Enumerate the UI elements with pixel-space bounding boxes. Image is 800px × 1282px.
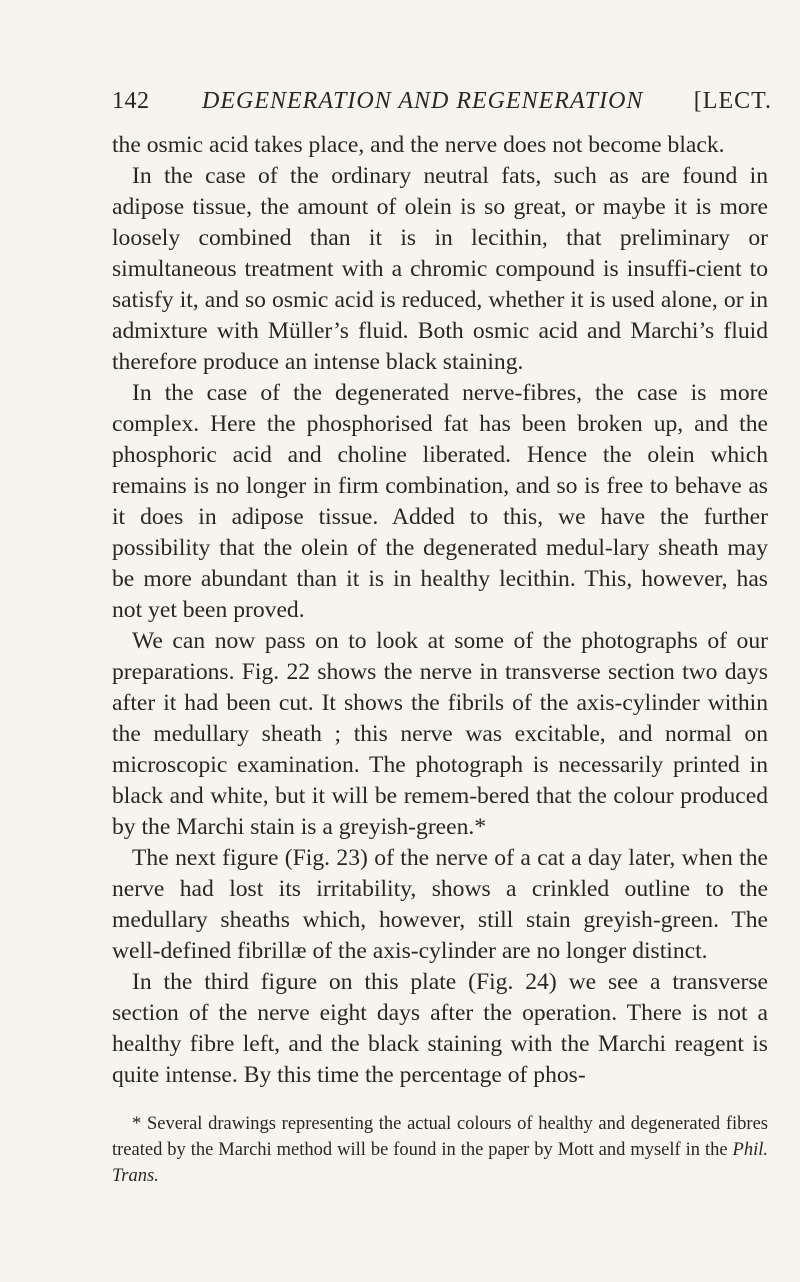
lecture-marker: [LECT. — [693, 88, 772, 114]
running-title: DEGENERATION AND REGENERATION — [202, 88, 644, 114]
running-head — [112, 88, 772, 116]
paragraph: In the case of the ordinary neutral fats, such as are found in adipose tissue, the amount of olein is so great, or maybe it is more loosely combined than it is in lecithin, that preliminary or simultaneous treatment with a chromic compound is insuffi-cient to satisfy it, and so osmic acid is reduced, whether it is used alone, or in admixture with Müller’s fluid. Both osmic acid and Marchi’s fluid therefore produce an intense black staining. — [112, 163, 768, 375]
footnote-text: * Several drawings representing the actual colours of healthy and degenerated fibres treated by the Marchi method will be found in the paper by Mott and myself in the — [112, 1114, 768, 1160]
body-text — [112, 130, 768, 1091]
page-number: 142 — [112, 88, 150, 114]
paragraph: The next figure (Fig. 23) of the nerve of a cat a day later, when the nerve had lost its irritability, shows a crinkled outline to the medullary sheaths which, however, still stain greyish-green. The well-defined fibrillæ of the axis-cylinder are no longer distinct. — [112, 845, 768, 964]
paragraph: In the third figure on this plate (Fig. 24) we see a transverse section of the nerve eight days after the operation. There is not a healthy fibre left, and the black staining with the Marchi reagent is quite intense. By this time the percentage of phos- — [112, 969, 768, 1088]
footnote — [112, 1111, 768, 1189]
paragraph: the osmic acid takes place, and the nerve does not become black. — [112, 132, 725, 158]
footnote-journal-title: Phil. Trans. — [112, 1140, 768, 1186]
paragraph: We can now pass on to look at some of the photographs of our preparations. Fig. 22 shows the nerve in transverse section two days after it had been cut. It shows the fibrils of the axis-cylinder within the medullary sheath ; this nerve was excitable, and normal on microscopic examination. The photograph is necessarily printed in black and white, but it will be remem-bered that the colour produced by the Marchi stain is a greyish-green.* — [112, 628, 768, 840]
paragraph: In the case of the degenerated nerve-fibres, the case is more complex. Here the phosphorised fat has been broken up, and the phosphoric acid and choline liberated. Hence the olein which remains is no longer in firm combination, and so is free to behave as it does in adipose tissue. Added to this, we have the further possibility that the olein of the degenerated medul-lary sheath may be more abundant than it is in healthy lecithin. This, however, has not yet been proved. — [112, 380, 768, 623]
